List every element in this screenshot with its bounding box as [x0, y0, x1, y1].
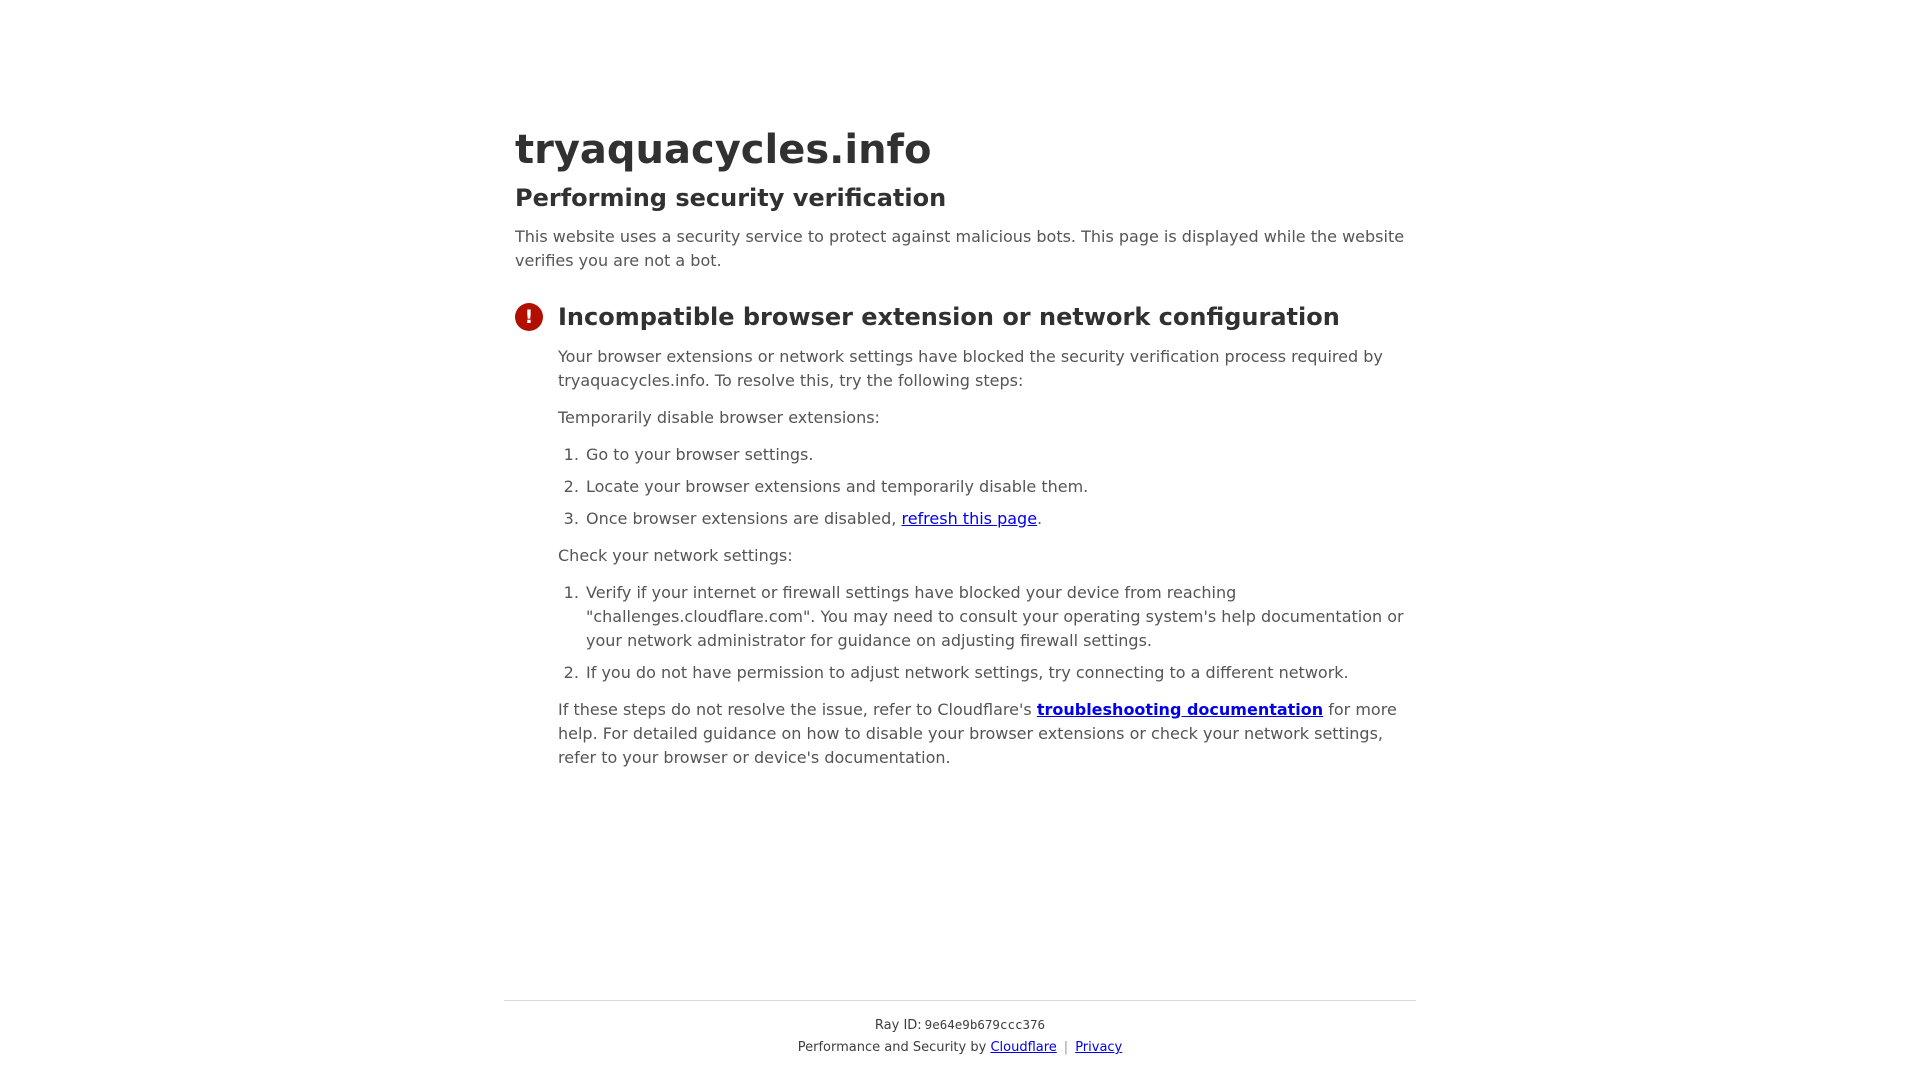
site-domain-title: tryaquacycles.info [515, 127, 932, 173]
list-item-text: Once browser extensions are disabled, [586, 508, 902, 528]
error-exclamation-icon [515, 303, 543, 331]
page-intro-text: This website uses a security service to protect against malicious bots. This page is displayed while the website verifies you are not a bot. [515, 226, 1405, 270]
privacy-link[interactable]: Privacy [1075, 1040, 1123, 1056]
cloudflare-link[interactable]: Cloudflare [990, 1040, 1057, 1056]
extensions-instruction-label: Temporarily disable browser extensions: [558, 407, 880, 427]
footer-credit-line [504, 1039, 1416, 1058]
security-verification-heading: Performing security verification [515, 184, 947, 212]
list-item: 1. Go to your browser settings. [584, 443, 1405, 467]
troubleshooting-docs-link[interactable]: troubleshooting documentation [1036, 699, 1324, 719]
closing-help-text [558, 698, 1405, 770]
list-item: 2. Locate your browser extensions and temporarily disable them. [584, 475, 1405, 499]
list-item-text: . [1037, 508, 1043, 528]
exclamation-glyph: ! [524, 305, 534, 328]
network-steps-list [558, 581, 1405, 685]
error-section [515, 303, 1405, 770]
error-section-body [558, 345, 1405, 770]
list-item: 1. Verify if your internet or firewall settings have blocked your device from reaching "challenges.cloudflare.com". You may need to consult your operating system's help documentation or your network administrator for guidance on adjusting firewall settings. [584, 581, 1405, 653]
footer-separator: | [1063, 1040, 1069, 1056]
ray-id-label: Ray ID: [874, 1018, 922, 1034]
main-content [515, 126, 1405, 1000]
closing-text-pre: If these steps do not resolve the issue, refer to Cloudflare's [558, 699, 1037, 719]
refresh-page-link[interactable]: refresh this page [901, 508, 1038, 528]
page-footer [504, 1000, 1416, 1080]
network-instruction-label: Check your network settings: [558, 545, 793, 565]
credit-text: Performance and Security by [797, 1040, 991, 1056]
closing-text-post: for more help. For detailed guidance on how to disable your browser extensions or check your network settings, refer to your browser or device's documentation. [558, 699, 1397, 767]
list-item [584, 507, 1405, 531]
list-item: 2. If you do not have permission to adjust network settings, try connecting to a different network. [584, 661, 1405, 685]
error-heading: Incompatible browser extension or network configuration [558, 302, 1340, 331]
extensions-steps-list [558, 443, 1405, 531]
error-intro-text: Your browser extensions or network settings have blocked the security verification process required by tryaquacycles.info. To resolve this, try the following steps: [558, 346, 1383, 390]
ray-id-value: 9e64e9b679ccc376 [924, 1017, 1046, 1033]
ray-id [504, 1016, 1416, 1036]
error-section-header [515, 303, 1405, 332]
footer-divider [504, 1000, 1416, 1080]
